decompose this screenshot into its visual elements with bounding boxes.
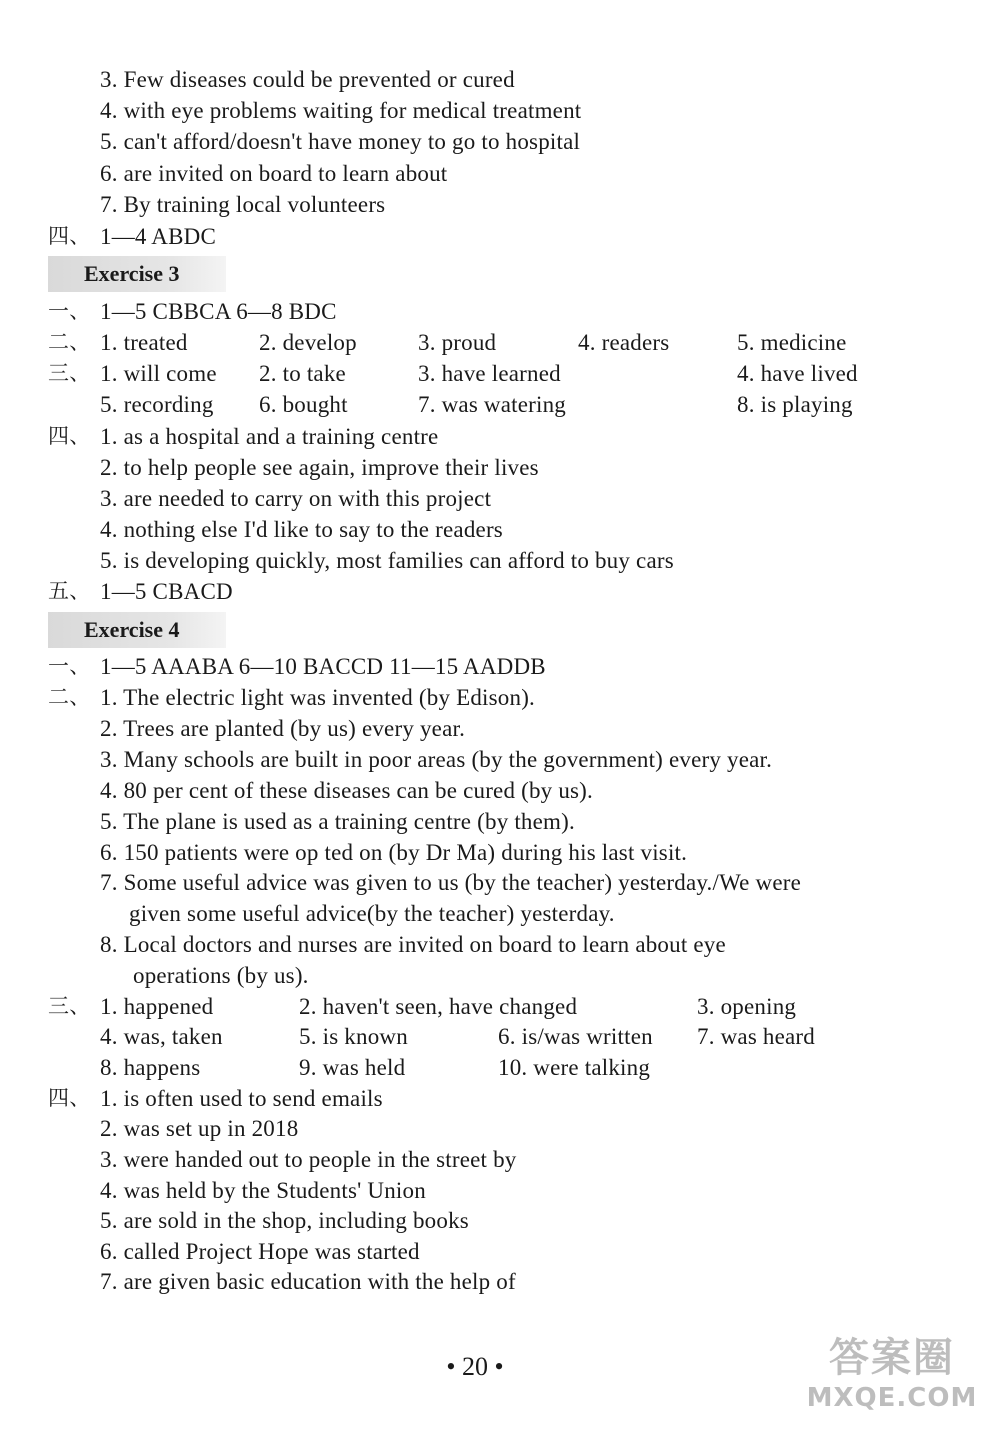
answer-item: 3. have learned <box>418 361 561 386</box>
answer-line: 2. Trees are planted (by us) every year. <box>100 716 466 741</box>
answer-line: 1—4 ABDC <box>100 224 216 249</box>
section-row <box>0 576 1000 607</box>
answer-line: 5. are sold in the shop, including books <box>100 1208 469 1233</box>
answer-line: 4. 80 per cent of these diseases can be cured (by us). <box>100 778 593 803</box>
section-label: 三、 <box>48 361 91 385</box>
section-row <box>0 651 1000 682</box>
exercise-4-heading: Exercise 4 <box>48 612 226 648</box>
answer-item: 5. medicine <box>737 330 847 355</box>
section-label: 一、 <box>48 654 91 678</box>
section-row <box>0 1083 1000 1114</box>
section-label: 四、 <box>48 1086 91 1110</box>
answer-line: 5. The plane is used as a training centre (by them). <box>100 809 575 834</box>
answer-item: 2. to take <box>259 361 346 386</box>
page-number: • 20 • <box>446 1352 504 1381</box>
section-label: 五、 <box>48 579 91 603</box>
exercise-3-heading: Exercise 3 <box>48 256 226 292</box>
section-label: 四、 <box>48 224 91 248</box>
section-label: 三、 <box>48 994 91 1018</box>
answer-line: 2. to help people see again, improve their lives <box>100 455 539 480</box>
answer-line: 4. was held by the Students' Union <box>100 1178 426 1203</box>
section-label: 二、 <box>48 685 91 709</box>
watermark-title: 答案圈 <box>829 1335 955 1381</box>
answer-line: 3. Many schools are built in poor areas (by the government) every year. <box>100 747 773 772</box>
answer-line: 4. with eye problems waiting for medical treatment <box>100 98 582 123</box>
section-row <box>0 682 1000 713</box>
answer-item: 8. happens <box>100 1055 201 1080</box>
watermark-domain: MXQE.COM <box>806 1383 978 1413</box>
answer-line: operations (by us). <box>133 963 309 988</box>
answer-line: 1—5 CBACD <box>100 579 233 604</box>
section-row <box>0 991 1000 1022</box>
answer-line: given some useful advice(by the teacher) yesterday. <box>129 901 615 926</box>
answer-item: 5. is known <box>299 1024 408 1049</box>
answer-item: 1. happened <box>100 994 214 1019</box>
answer-item: 1. treated <box>100 330 188 355</box>
answer-item: 7. was heard <box>697 1024 815 1049</box>
answer-line: 6. called Project Hope was started <box>100 1239 420 1264</box>
answer-item: 8. is playing <box>737 392 853 417</box>
answer-item: 1. will come <box>100 361 217 386</box>
answer-line: 6. 150 patients were op ted on (by Dr Ma) during his last visit. <box>100 840 688 865</box>
section-row <box>0 327 1000 358</box>
section-row <box>0 1021 1000 1052</box>
answer-line: 2. was set up in 2018 <box>100 1116 299 1141</box>
answer-line: 6. are invited on board to learn about <box>100 161 448 186</box>
answer-item: 7. was watering <box>418 392 566 417</box>
answer-item: 6. bought <box>259 392 348 417</box>
answer-item: 2. develop <box>259 330 357 355</box>
answer-item: 4. readers <box>578 330 670 355</box>
answer-line: 8. Local doctors and nurses are invited on board to learn about eye <box>100 932 726 957</box>
answer-item: 3. opening <box>697 994 797 1019</box>
answer-line: 4. nothing else I'd like to say to the readers <box>100 517 503 542</box>
answer-item: 4. have lived <box>737 361 858 386</box>
section-row <box>0 1052 1000 1083</box>
answer-line: 5. is developing quickly, most families can afford to buy cars <box>100 548 674 573</box>
section-row <box>0 296 1000 327</box>
section-row <box>0 221 1000 252</box>
answer-line: 3. Few diseases could be prevented or cured <box>100 67 515 92</box>
section-row <box>0 358 1000 389</box>
answer-line: 7. Some useful advice was given to us (by the teacher) yesterday./We were <box>100 870 802 895</box>
section-label: 一、 <box>48 299 91 323</box>
answer-item: 2. haven't seen, have changed <box>299 994 578 1019</box>
answer-line: 1. The electric light was invented (by Edison). <box>100 685 536 710</box>
section-row <box>0 421 1000 452</box>
answer-line: 1—5 AAABA 6—10 BACCD 11—15 AADDB <box>100 654 546 679</box>
watermark-logo <box>802 1334 982 1424</box>
answer-line: 3. were handed out to people in the street by <box>100 1147 517 1172</box>
answer-item: 6. is/was written <box>498 1024 653 1049</box>
answer-line: 7. are given basic education with the help of <box>100 1269 516 1294</box>
answer-line: 1. is often used to send emails <box>100 1086 383 1111</box>
answer-line: 3. are needed to carry on with this project <box>100 486 492 511</box>
answer-item: 5. recording <box>100 392 214 417</box>
section-label: 四、 <box>48 424 91 448</box>
section-row <box>0 389 1000 420</box>
answer-line: 1—5 CBBCA 6—8 BDC <box>100 299 337 324</box>
section-label: 二、 <box>48 330 91 354</box>
answer-line: 7. By training local volunteers <box>100 192 386 217</box>
answer-line: 1. as a hospital and a training centre <box>100 424 439 449</box>
answer-item: 9. was held <box>299 1055 406 1080</box>
answer-line: 5. can't afford/doesn't have money to go to hospital <box>100 129 581 154</box>
answer-item: 4. was, taken <box>100 1024 223 1049</box>
answer-item: 10. were talking <box>498 1055 651 1080</box>
answer-item: 3. proud <box>418 330 497 355</box>
